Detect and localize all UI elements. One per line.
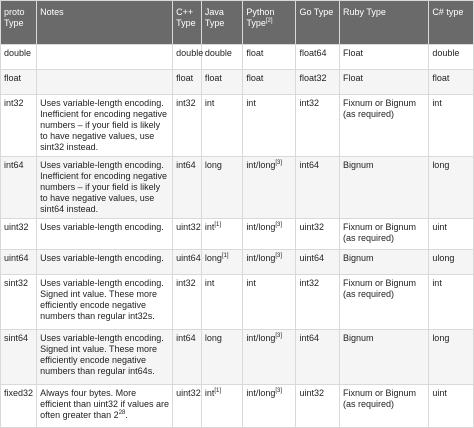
cell-java-type: int[1] xyxy=(201,385,242,428)
cell-cpp-type: uint32 xyxy=(173,385,202,428)
table-row xyxy=(1,330,474,385)
cell-cpp-type: int64 xyxy=(173,157,202,219)
cell-csharp-type: ulong xyxy=(429,250,474,275)
table-body xyxy=(1,45,474,428)
cell-proto-type: int64 xyxy=(1,157,37,219)
header-java-type: Java Type xyxy=(201,1,242,45)
cell-ruby-type: Float xyxy=(340,70,429,95)
cell-go-type: uint32 xyxy=(296,219,340,250)
cell-python-type: int/long[3] xyxy=(243,219,296,250)
cell-notes: Uses variable-length encoding. Signed int value. These more efficiently encode negative numbers than regular int32s. xyxy=(37,275,173,330)
cell-java-type: long xyxy=(201,330,242,385)
cell-proto-type: int32 xyxy=(1,95,37,157)
header-row xyxy=(1,1,474,45)
table-row xyxy=(1,385,474,428)
cell-cpp-type: uint32 xyxy=(173,219,202,250)
cell-go-type: uint32 xyxy=(296,385,340,428)
cell-cpp-type: int32 xyxy=(173,275,202,330)
cell-ruby-type: Fixnum or Bignum (as required) xyxy=(340,219,429,250)
java-footnote-link[interactable]: [1] xyxy=(221,253,229,259)
table-row xyxy=(1,219,474,250)
cell-csharp-type: float xyxy=(429,70,474,95)
cell-notes: Uses variable-length encoding. xyxy=(37,250,173,275)
cell-java-type: long xyxy=(201,157,242,219)
header-notes: Notes xyxy=(37,1,173,45)
cell-java-type: float xyxy=(201,70,242,95)
cell-proto-type: float xyxy=(1,70,37,95)
cell-notes xyxy=(37,70,173,95)
cell-python-type: int/long[3] xyxy=(243,250,296,275)
cell-python-type: float xyxy=(243,70,296,95)
cell-csharp-type: int xyxy=(429,275,474,330)
cell-python-type: int/long[3] xyxy=(243,385,296,428)
cell-java-type: double xyxy=(201,45,242,70)
cell-python-type: int/long[3] xyxy=(243,330,296,385)
cell-go-type: int32 xyxy=(296,95,340,157)
header-cpp-type: C++ Type xyxy=(173,1,202,45)
cell-proto-type: sint64 xyxy=(1,330,37,385)
cell-java-type: int[1] xyxy=(201,219,242,250)
cell-notes: Uses variable-length encoding. Signed int value. These more efficiently encode negative numbers than regular int64s. xyxy=(37,330,173,385)
cell-python-type: float xyxy=(243,45,296,70)
header-python-footnote-link[interactable]: [2] xyxy=(265,18,273,24)
python-footnote-link[interactable]: [3] xyxy=(275,160,283,166)
cell-csharp-type: long xyxy=(429,157,474,219)
cell-ruby-type: Fixnum or Bignum (as required) xyxy=(340,385,429,428)
table-row xyxy=(1,45,474,70)
cell-csharp-type: double xyxy=(429,45,474,70)
table-row xyxy=(1,95,474,157)
cell-java-type: int xyxy=(201,275,242,330)
header-go-type: Go Type xyxy=(296,1,340,45)
cell-python-type: int xyxy=(243,95,296,157)
cell-ruby-type: Fixnum or Bignum (as required) xyxy=(340,95,429,157)
cell-notes: Uses variable-length encoding. Inefficient for encoding negative numbers – if your field is likely to have negative values, use sint32 instead. xyxy=(37,95,173,157)
table-row xyxy=(1,157,474,219)
cell-csharp-type: uint xyxy=(429,219,474,250)
cell-csharp-type: int xyxy=(429,95,474,157)
header-csharp-type: C# type xyxy=(429,1,474,45)
cell-ruby-type: Bignum xyxy=(340,330,429,385)
cell-ruby-type: Fixnum or Bignum (as required) xyxy=(340,275,429,330)
cell-proto-type: double xyxy=(1,45,37,70)
table-row xyxy=(1,275,474,330)
cell-cpp-type: float xyxy=(173,70,202,95)
cell-notes xyxy=(37,45,173,70)
cell-proto-type: uint32 xyxy=(1,219,37,250)
cell-cpp-type: double xyxy=(173,45,202,70)
cell-go-type: int64 xyxy=(296,157,340,219)
cell-go-type: int32 xyxy=(296,275,340,330)
python-footnote-link[interactable]: [3] xyxy=(275,253,283,259)
cell-go-type: float64 xyxy=(296,45,340,70)
cell-go-type: uint64 xyxy=(296,250,340,275)
table-row xyxy=(1,70,474,95)
cell-csharp-type: long xyxy=(429,330,474,385)
cell-ruby-type: Bignum xyxy=(340,250,429,275)
cell-cpp-type: int64 xyxy=(173,330,202,385)
cell-csharp-type: uint xyxy=(429,385,474,428)
java-footnote-link[interactable]: [1] xyxy=(214,388,222,394)
cell-go-type: int64 xyxy=(296,330,340,385)
table-header xyxy=(1,1,474,45)
cell-proto-type: uint64 xyxy=(1,250,37,275)
notes-superscript: 28 xyxy=(118,410,126,416)
cell-notes: Uses variable-length encoding. Inefficient for encoding negative numbers – if your field is likely to have negative values, use sint64 instead. xyxy=(37,157,173,219)
cell-notes: Uses variable-length encoding. xyxy=(37,219,173,250)
cell-python-type: int xyxy=(243,275,296,330)
cell-ruby-type: Float xyxy=(340,45,429,70)
cell-cpp-type: int32 xyxy=(173,95,202,157)
cell-python-type: int/long[3] xyxy=(243,157,296,219)
cell-go-type: float32 xyxy=(296,70,340,95)
cell-proto-type: fixed32 xyxy=(1,385,37,428)
cell-notes: Always four bytes. More efficient than uint32 if values are often greater than $2^{28}$. xyxy=(37,385,173,428)
cell-ruby-type: Bignum xyxy=(340,157,429,219)
cell-java-type: int xyxy=(201,95,242,157)
java-footnote-link[interactable]: [1] xyxy=(214,222,222,228)
table-row xyxy=(1,250,474,275)
cell-cpp-type: uint64 xyxy=(173,250,202,275)
header-ruby-type: Ruby Type xyxy=(340,1,429,45)
cell-proto-type: sint32 xyxy=(1,275,37,330)
header-proto-type: proto Type xyxy=(1,1,37,45)
cell-java-type: long[1] xyxy=(201,250,242,275)
header-python-type: Python Type[2] xyxy=(243,1,296,45)
python-footnote-link[interactable]: [3] xyxy=(275,333,283,339)
python-footnote-link[interactable]: [3] xyxy=(275,388,283,394)
python-footnote-link[interactable]: [3] xyxy=(275,222,283,228)
